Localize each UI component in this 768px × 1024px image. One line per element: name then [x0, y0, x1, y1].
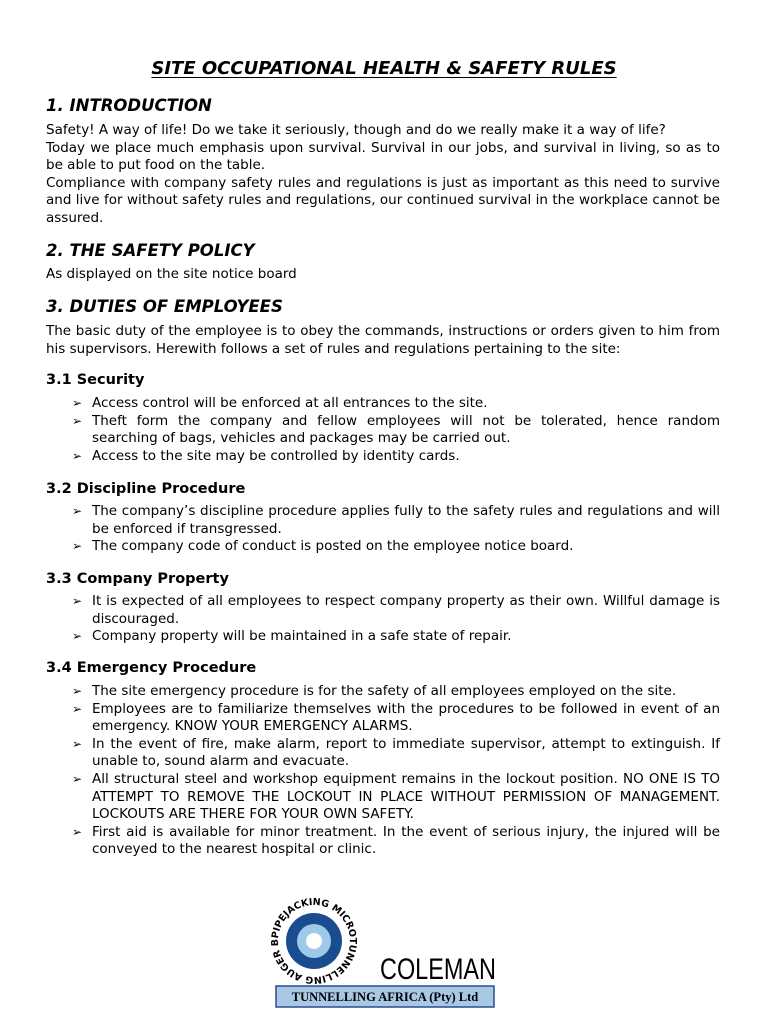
logo-company-name: COLEMAN — [380, 953, 496, 986]
property-list — [72, 593, 720, 646]
company-logo — [262, 893, 502, 1011]
subsection-heading-company-property: 3.3 Company Property — [46, 571, 229, 587]
list-item: ➢ It is expected of all employees to respect company property as their own. Willful damage is discouraged. — [72, 593, 720, 627]
logo-company-subtitle: TUNNELLING AFRICA (Pty) Ltd — [291, 990, 479, 1004]
arrow-bullet-icon: ➢ — [72, 594, 83, 608]
arrow-bullet-icon: ➢ — [72, 396, 83, 410]
arrow-bullet-icon: ➢ — [72, 684, 83, 698]
introduction-paragraph: Today we place much emphasis upon survival. Survival in our jobs, and survival in living, so as to be able to put food on the table. — [46, 139, 720, 174]
duties-text: The basic duty of the employee is to obey the commands, instructions or orders given to him from his supervisors. Herewith follows a set of rules and regulations pertaining to the site: — [46, 323, 720, 357]
arrow-bullet-icon: ➢ — [72, 539, 83, 554]
subsection-heading-discipline: 3.2 Discipline Procedure — [46, 481, 246, 497]
section-heading-duties: 3. DUTIES OF EMPLOYEES — [46, 297, 283, 316]
arrow-bullet-icon: ➢ — [72, 824, 83, 839]
coleman-logo-graphic — [262, 893, 502, 1011]
discipline-list — [72, 503, 720, 556]
list-item: ➢ The company code of conduct is posted on the employee notice board. — [72, 538, 574, 555]
safety-policy-text: As displayed on the site notice board — [46, 266, 297, 282]
introduction-paragraph: Safety! A way of life! Do we take it seriously, though and do we really make it a way of life? — [46, 122, 666, 138]
arrow-bullet-icon: ➢ — [72, 736, 83, 751]
list-item: ➢ In the event of fire, make alarm, report to immediate supervisor, attempt to extinguish. If unable to, sound alarm and evacuate. — [72, 735, 720, 770]
subsection-heading-security: 3.1 Security — [46, 372, 145, 388]
list-item: ➢ First aid is available for minor treatment. In the event of serious injury, the injured will be conveyed to the nearest hospital or clinic. — [72, 823, 720, 858]
list-item: ➢ Access control will be enforced at all entrances to the site. — [72, 395, 488, 411]
list-item: ➢ Theft form the company and fellow employees will not be tolerated, hence random searching of bags, vehicles and packages may be carried out. — [72, 412, 720, 447]
list-item: ➢ All structural steel and workshop equipment remains in the lockout position. NO ONE IS TO ATTEMPT TO REMOVE THE LOCKOUT IN PLACE WITHOUT PERMISSION OF MANAGEMENT. LOCKOUTS ARE THERE FOR YOUR OWN SAFETY. — [72, 770, 720, 823]
list-item: ➢ Access to the site may be controlled by identity cards. — [72, 447, 460, 464]
list-item: ➢ The site emergency procedure is for the safety of all employees employed on the site. — [72, 683, 677, 699]
logo-ring-text: PIPEJACKING MICROTUNNELLING AUGER B — [269, 896, 359, 986]
arrow-bullet-icon: ➢ — [72, 448, 83, 463]
list-item: ➢ Company property will be maintained in a safe state of repair. — [72, 628, 512, 645]
emergency-list — [72, 683, 720, 859]
introduction-text — [46, 122, 720, 228]
arrow-bullet-icon: ➢ — [72, 701, 83, 716]
list-item: ➢ The company’s discipline procedure applies fully to the safety rules and regulations and will be enforced if transgressed. — [72, 503, 720, 537]
subsection-heading-emergency: 3.4 Emergency Procedure — [46, 660, 257, 676]
arrow-bullet-icon: ➢ — [72, 771, 83, 786]
arrow-bullet-icon: ➢ — [72, 413, 83, 428]
introduction-paragraph: Compliance with company safety rules and regulations is just as important as this need to survive and live for without safety rules and regulations, our continued survival in the workplace cannot be assured. — [46, 174, 720, 226]
logo-disc-center — [306, 933, 322, 949]
security-list — [72, 395, 720, 465]
arrow-bullet-icon: ➢ — [72, 629, 83, 644]
document-title: SITE OCCUPATIONAL HEALTH & SAFETY RULES — [151, 58, 617, 79]
section-heading-introduction: 1. INTRODUCTION — [46, 96, 212, 115]
list-item: ➢ Employees are to familiarize themselves with the procedures to be followed in event of an emergency. KNOW YOUR EMERGENCY ALARMS. — [72, 700, 720, 735]
arrow-bullet-icon: ➢ — [72, 504, 83, 518]
section-heading-safety-policy: 2. THE SAFETY POLICY — [46, 241, 255, 260]
